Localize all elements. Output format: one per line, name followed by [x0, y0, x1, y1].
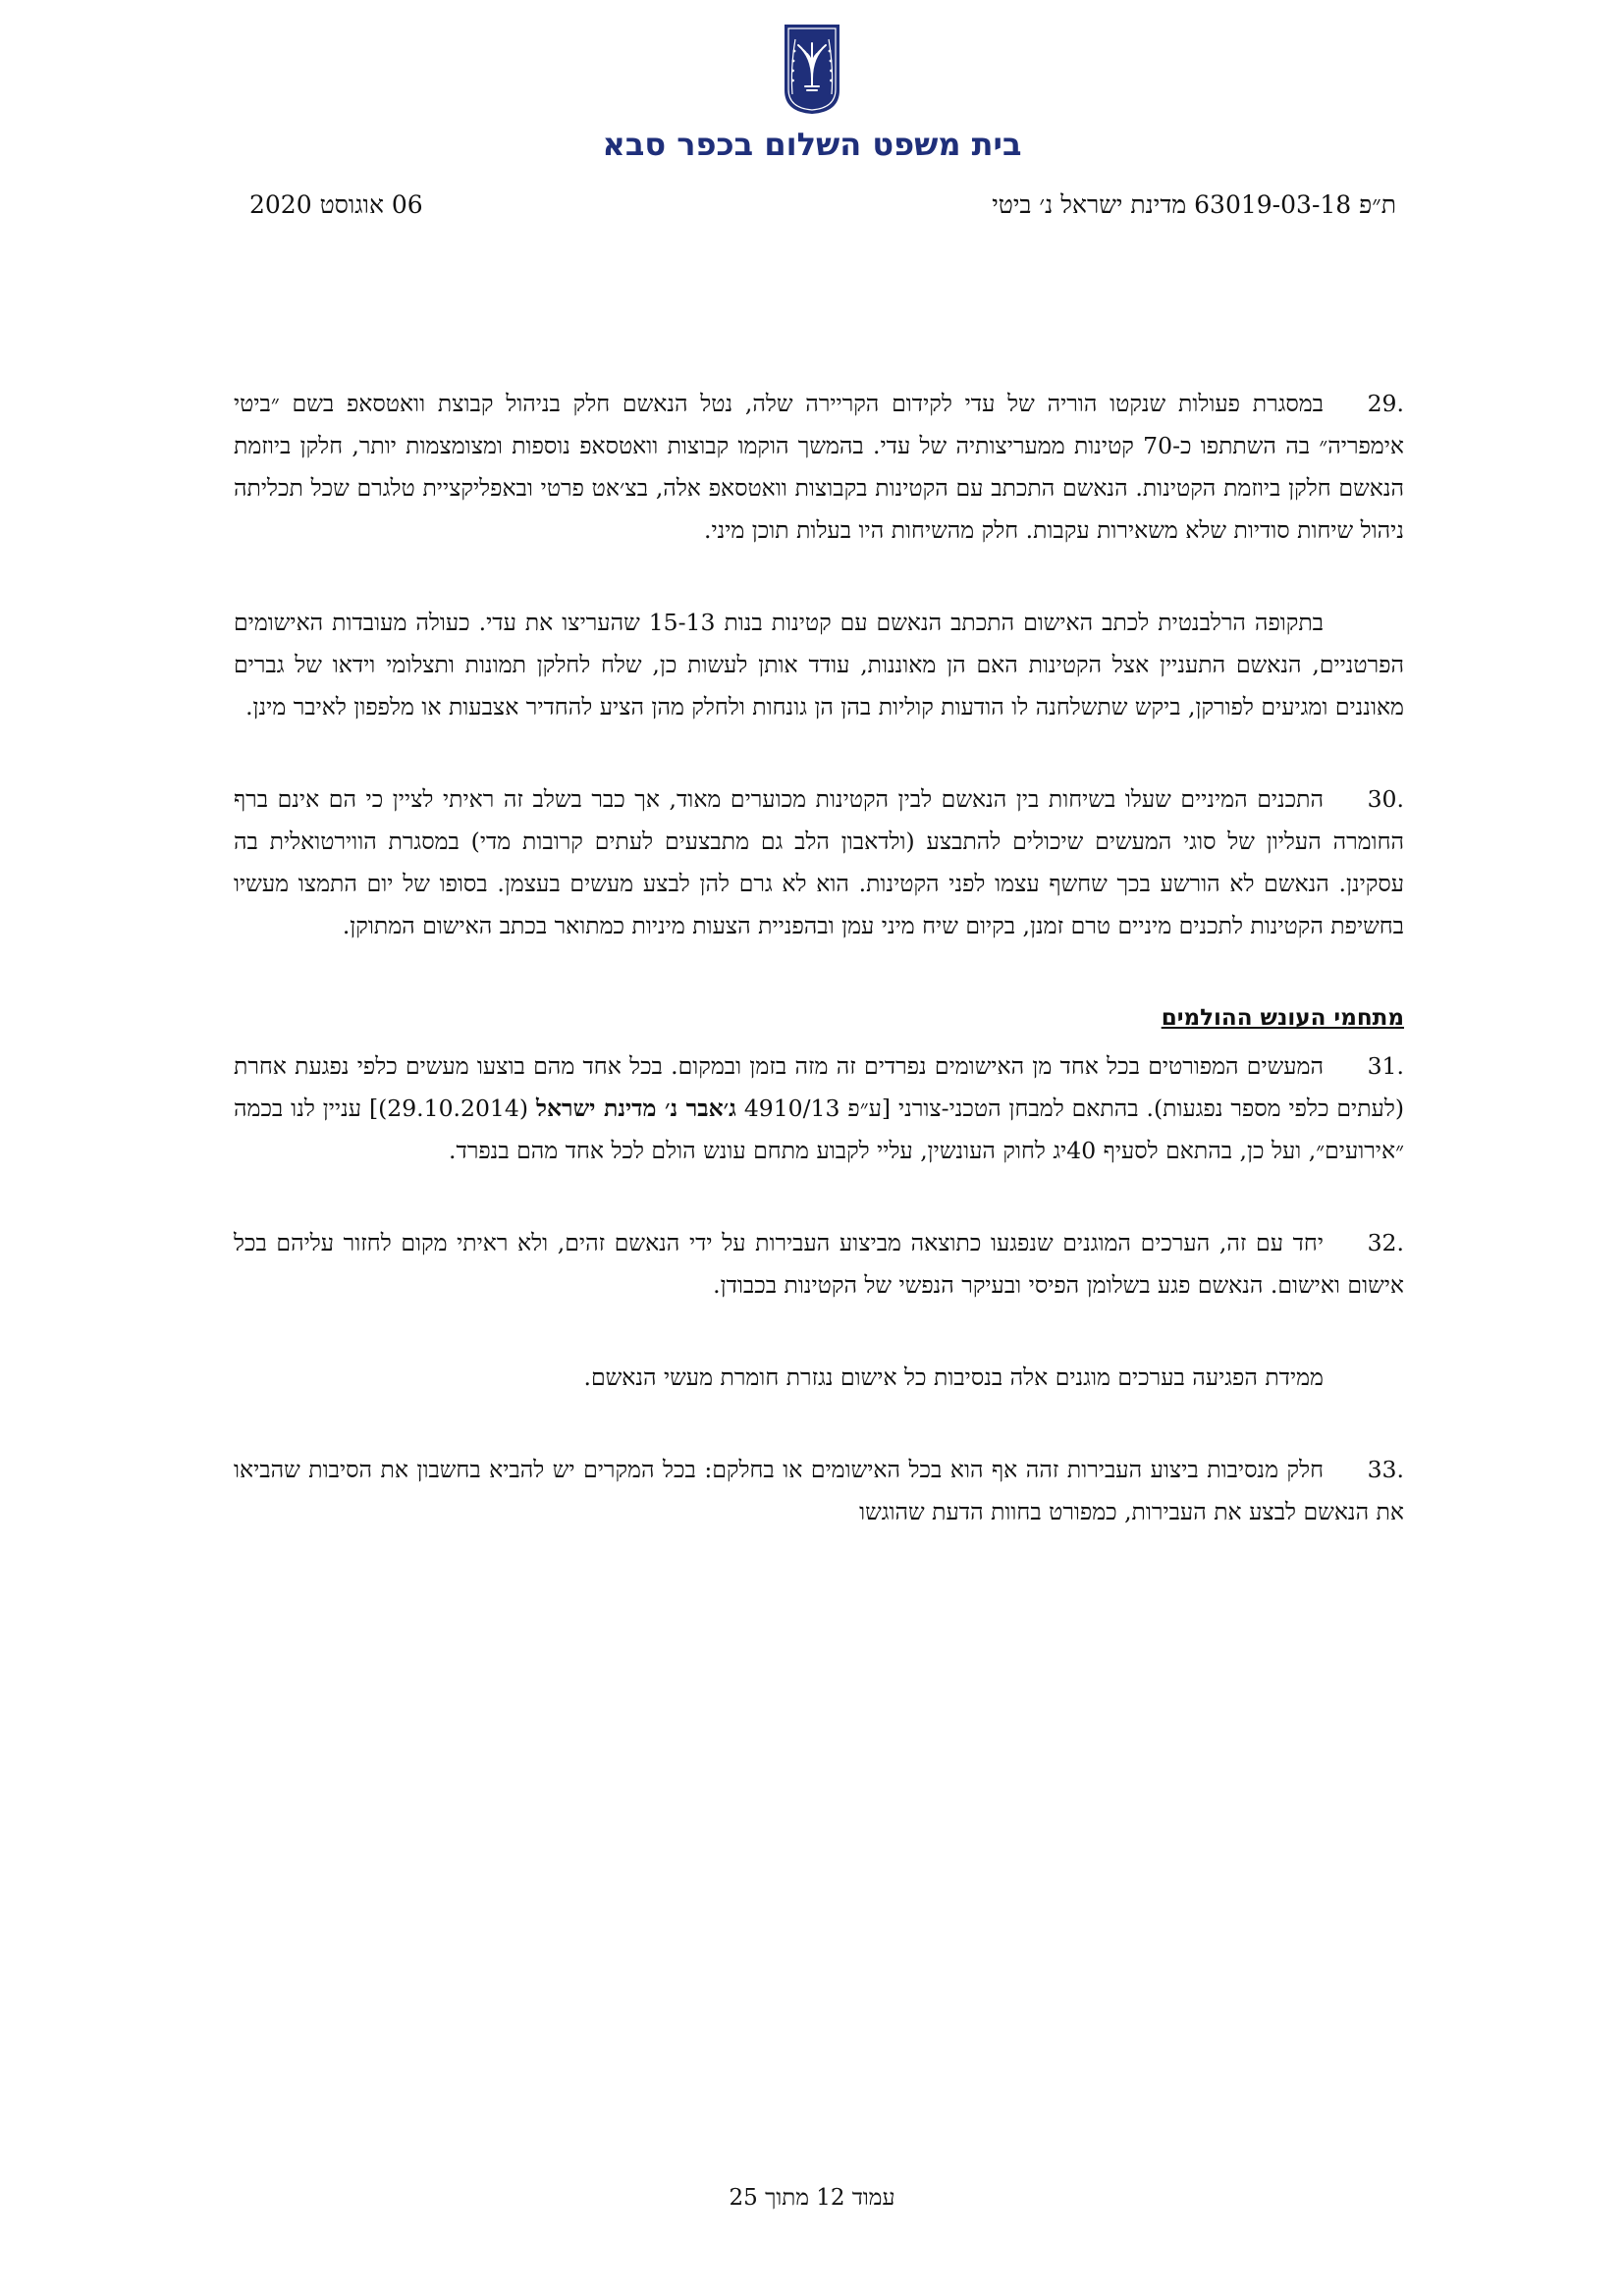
- paragraph-text: יחד עם זה, הערכים המוגנים שנפגעו כתוצאה מביצוע העבירות על ידי הנאשם זהים, ולא ראיתי מקום לחזור עליהם בכל אישום ואישום. הנאשם פגע בשלומן הפיסי ובעיקר הנפשי של הקטינות בכבודן.: [234, 1229, 1404, 1299]
- paragraph-33: [234, 1449, 1404, 1533]
- state-emblem-icon: [782, 22, 842, 116]
- paragraph-text: במסגרת פעולות שנקטו הוריה של עדי לקידום הקריירה שלה, נטל הנאשם חלק בניהול קבוצת וואטסאפ בשם ״ביטי אימפריה״ בה השתתפו כ-70 קטינות ממעריצותיה של עדי. בהמשך הוקמו קבוצות וואטסאפ נוספות ומצומצמות יותר, חלקן ביוזמת הנאשם חלקן ביוזמת הקטינות. הנאשם התכתב עם הקטינות בקבוצות וואטסאפ אלה, בצ׳אט פרטי ובאפליקציית טלגרם שכל תכליתה ניהול שיחות סודיות שלא משאירות עקבות. חלק מהשיחות היו בעלות תוכן מיני.: [234, 390, 1404, 544]
- case-citation-name: ג׳אבר נ׳ מדינת ישראל: [535, 1095, 736, 1122]
- document-date: 06 אוגוסט 2020: [249, 190, 423, 219]
- paragraph-number: .29: [1367, 390, 1404, 417]
- paragraph-29-continued: בתקופה הרלבנטית לכתב האישום התכתב הנאשם עם קטינות בנות 15-13 שהעריצו את עדי. כעולה מעובדות האישומים הפרטניים, הנאשם התעניין אצל הקטינות האם הן מאוננות, עודד אותן לעשות כן, שלח לחלקן תמונות ותצלומי וידאו של גברים מאוננים ומגיעים לפורקן, ביקש שתשלחנה לו הודעות קוליות בהן הן גונחות ולחלק מהן הציע להחדיר אצבעות או מלפפון לאיבר מינן.: [234, 609, 1404, 721]
- paragraph-31: [234, 1045, 1404, 1172]
- paragraph-text: (29.10.2014)] עניין לנו בכמה ״אירועים״, ועל כן, בהתאם לסעיף 40יג לחוק העונשין, עליי לקבוע מתחם עונש הולם לכל אחד מהם בנפרד.: [234, 1095, 1404, 1164]
- paragraph-text: המעשים המפורטים בכל אחד מן האישומים נפרדים זה מזה בזמן ובמקום. בכל אחד מהם בוצעו מעשים כלפי נפגעת אחרת (לעתים כלפי מספר נפגעות). בהתאם למבחן הטכני-צורני [ע״פ 4910/13: [234, 1052, 1404, 1122]
- paragraph-30: [234, 778, 1404, 947]
- page-number: עמוד 12 מתוך 25: [729, 2185, 895, 2211]
- paragraph-text: התכנים המיניים שעלו בשיחות בין הנאשם לבין הקטינות מכוערים מאוד, אך כבר בשלב זה ראיתי לציין כי הם אינם ברף החומרה העליון של סוגי המעשים שיכולים להתבצע (ולדאבון הלב גם מתבצעים לעתים קרובות מדי) במסגרת הווירטואלית בה עסקינן. הנאשם לא הורשע בכך שחשף עצמו לפני הקטינות. הוא לא גרם להן לבצע מעשים בעצמן. בסופו של יום התמצו מעשיו בחשיפת הקטינות לתכנים מיניים טרם זמנן, בקיום שיח מיני עמן ובהפניית הצעות מיניות כמתואר בכתב האישום המתוקן.: [234, 785, 1404, 939]
- section-heading: מתחמי העונש ההולמים: [1161, 1005, 1404, 1031]
- paragraph-number: .32: [1367, 1229, 1404, 1256]
- paragraph-number: .30: [1367, 785, 1404, 813]
- paragraph-32-continued: ממידת הפגיעה בערכים מוגנים אלה בנסיבות כל אישום נגזרת חומרת מעשי הנאשם.: [583, 1363, 1324, 1391]
- paragraph-text: חלק מנסיבות ביצוע העבירות זהה אף הוא בכל האישומים או בחלקם: בכל המקרים יש להביא בחשבון את הסיבות שהביאו את הנאשם לבצע את העבירות, כמפורט בחוות הדעת שהוגשו: [234, 1456, 1404, 1525]
- court-name: בית משפט השלום בכפר סבא: [602, 126, 1022, 163]
- case-number-line: ת״פ 63019-03-18 מדינת ישראל נ׳ ביטי: [992, 190, 1396, 219]
- paragraph-29: [234, 383, 1404, 552]
- document-body: [234, 383, 1404, 1583]
- paragraph-number: .31: [1367, 1052, 1404, 1080]
- paragraph-32: [234, 1222, 1404, 1307]
- paragraph-number: .33: [1367, 1456, 1404, 1483]
